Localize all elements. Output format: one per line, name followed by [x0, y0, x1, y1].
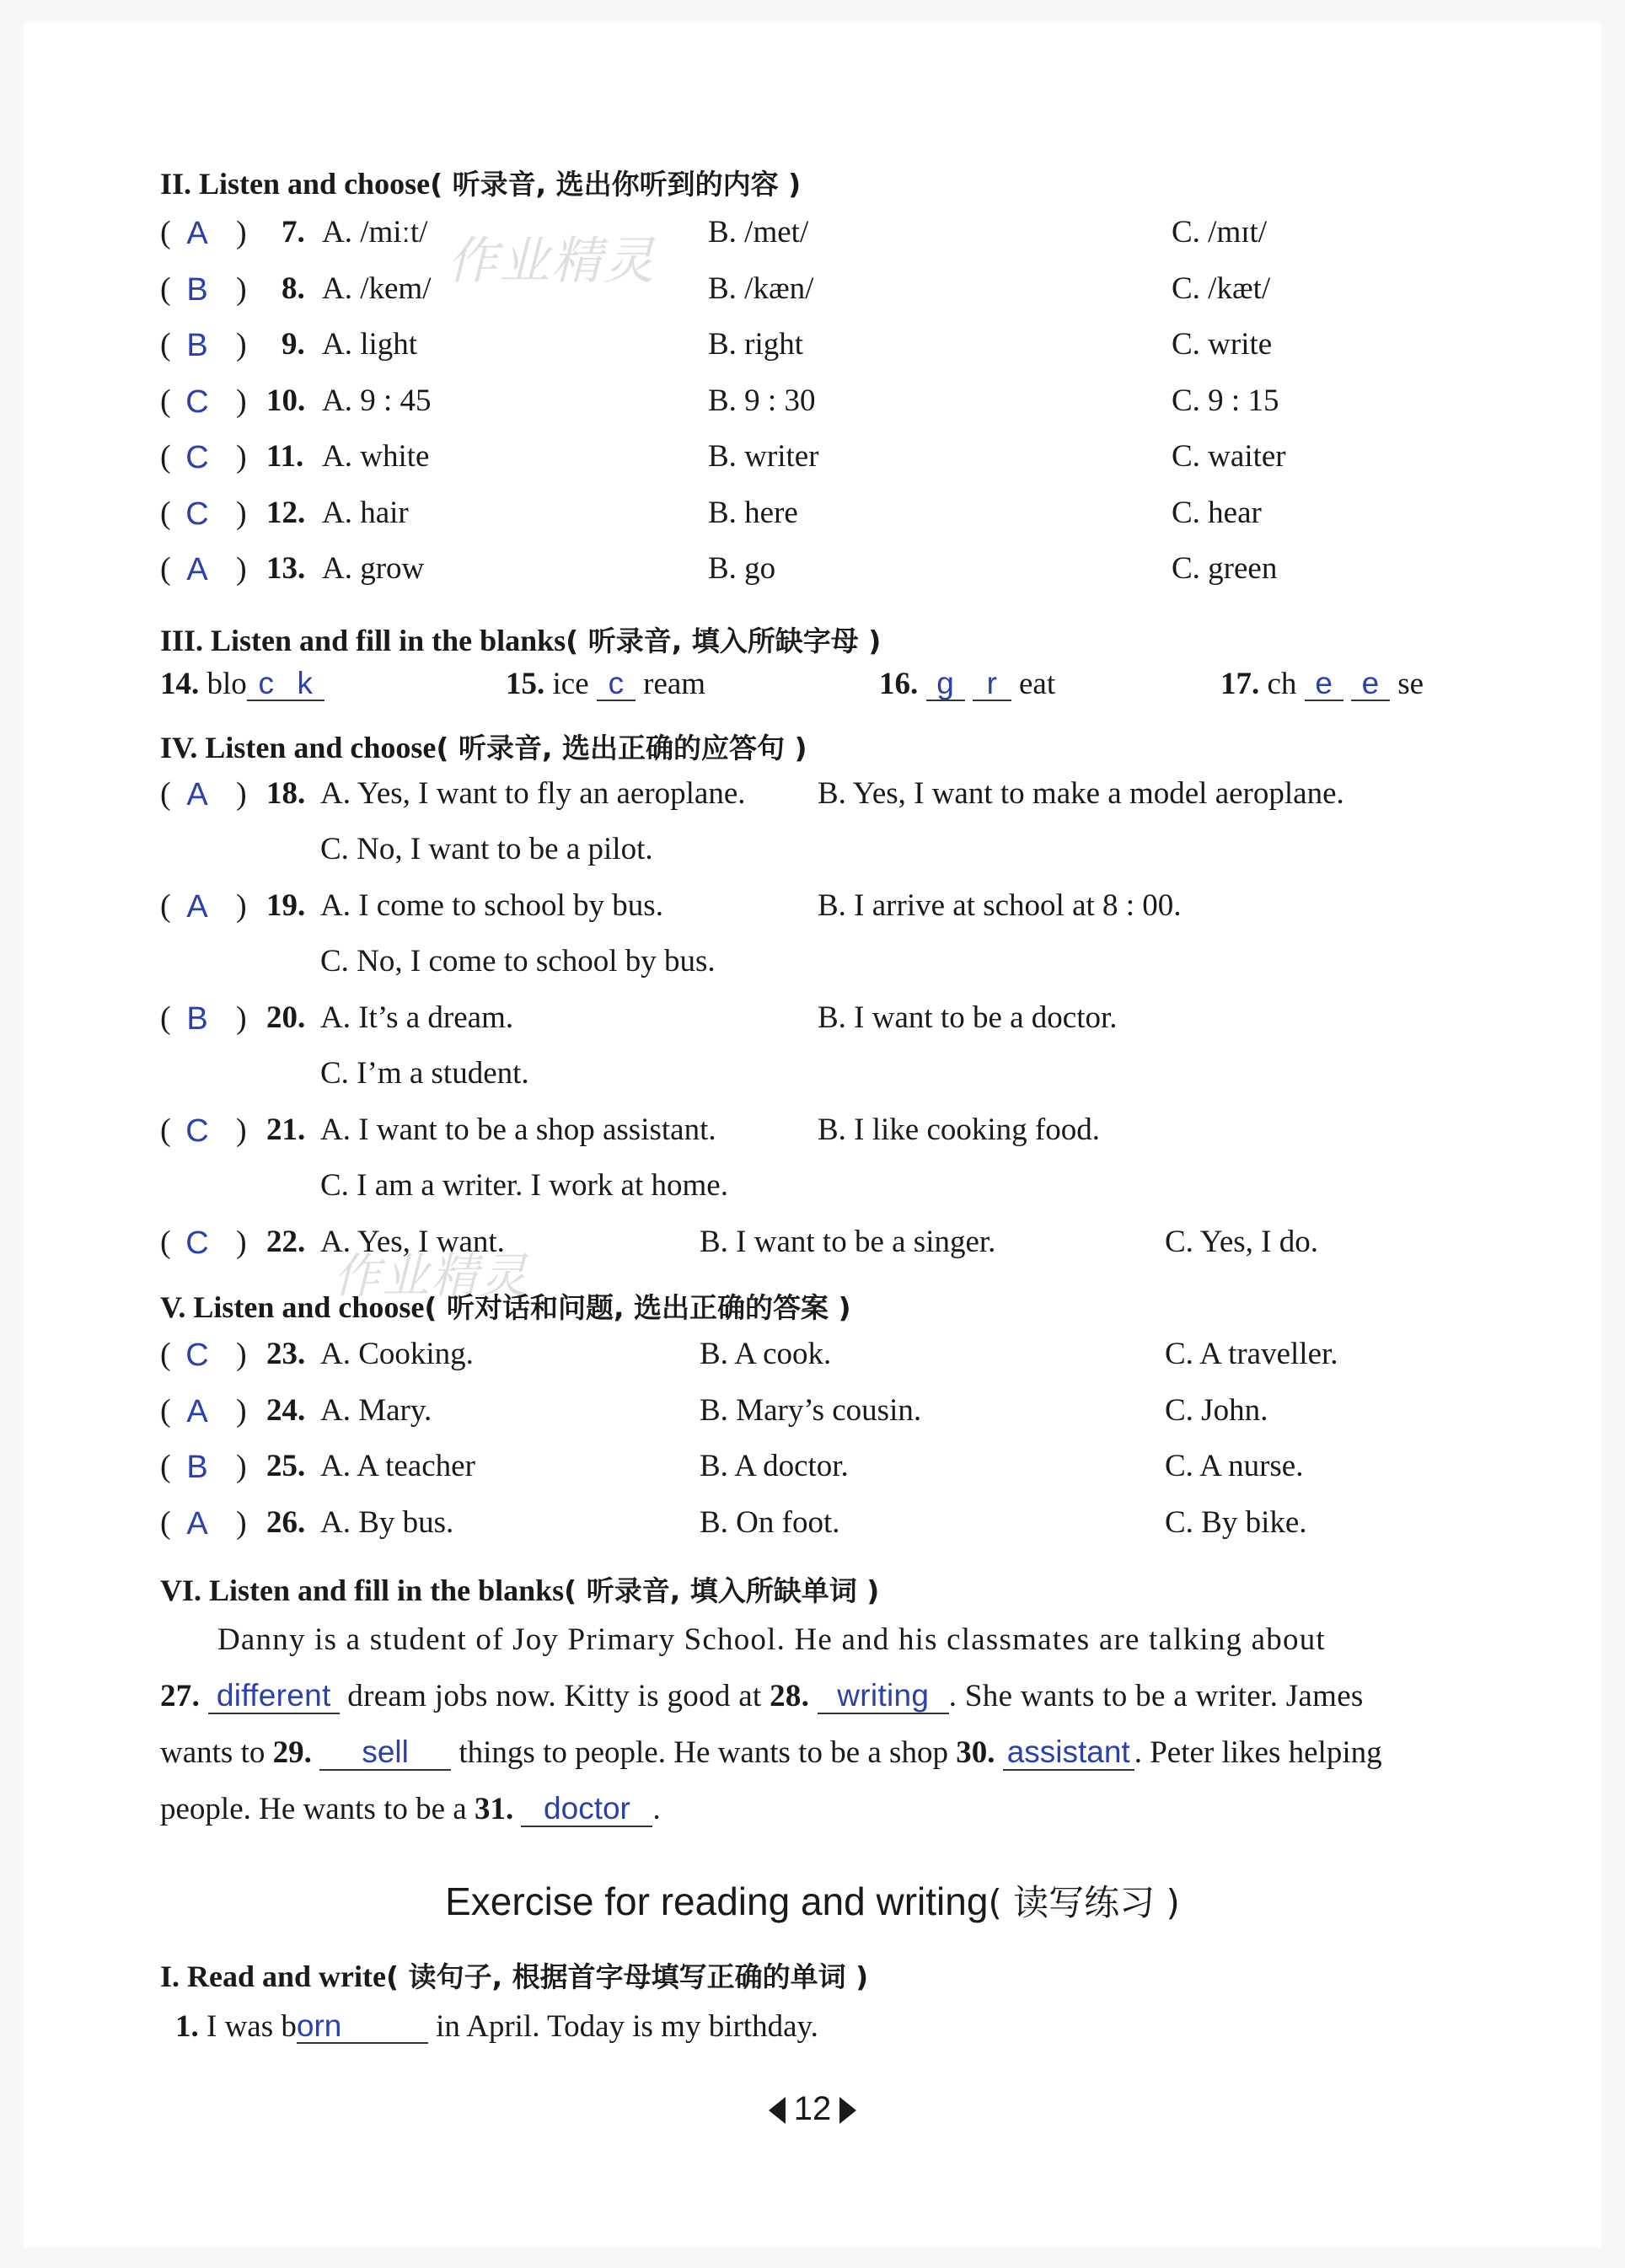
option-b: B. go	[708, 551, 776, 586]
open-paren: (	[160, 1000, 171, 1036]
open-paren: (	[160, 1337, 171, 1372]
passage-line-1: Danny is a student of Joy Primary School. He and his classmates are talking about	[217, 1622, 1326, 1657]
option-c: C. Yes, I do.	[1165, 1225, 1318, 1259]
option-b: B. I want to be a singer.	[700, 1225, 996, 1259]
option-c: C. I am a writer. I work at home.	[320, 1168, 728, 1203]
answer-blank[interactable]: k	[286, 668, 324, 701]
answer-blank-29[interactable]: sell	[319, 1735, 451, 1771]
answer-blank[interactable]: r	[973, 668, 1011, 701]
page-number: 12	[0, 2090, 1625, 2128]
option-a: A. 9 : 45	[322, 383, 432, 418]
option-c: C. 9 : 15	[1172, 383, 1279, 418]
option-a: A. hair	[322, 495, 409, 530]
next-page-icon[interactable]	[839, 2097, 856, 2124]
question-number: 26.	[266, 1504, 306, 1540]
question-number: 7.	[282, 215, 305, 249]
open-paren: (	[160, 1449, 171, 1484]
watermark: 作业精灵	[333, 1249, 528, 1304]
section-6-title: VI. Listen and fill in the blanks( 听录音, 填入所缺单词 )	[160, 1574, 880, 1607]
close-paren: )	[236, 1337, 247, 1372]
option-a: A. light	[322, 327, 418, 362]
prev-page-icon[interactable]	[769, 2097, 786, 2124]
answer-blank[interactable]: e	[1305, 668, 1343, 701]
option-c: C. I’m a student.	[320, 1056, 529, 1091]
close-paren: )	[236, 271, 247, 307]
answer-choice[interactable]: A	[186, 1505, 208, 1541]
option-b: B. /kæn/	[708, 271, 814, 306]
question-number: 22.	[266, 1225, 306, 1259]
question-number: 18.	[266, 776, 306, 811]
close-paren: )	[236, 1449, 247, 1484]
open-paren: (	[160, 383, 171, 419]
open-paren: (	[160, 1113, 171, 1148]
option-c: C. waiter	[1172, 439, 1286, 474]
option-b: B. 9 : 30	[708, 383, 816, 418]
option-c: C. green	[1172, 551, 1278, 586]
open-paren: (	[160, 439, 171, 475]
section-4-title: IV. Listen and choose( 听录音, 选出正确的应答句 )	[160, 731, 807, 764]
answer-blank-31[interactable]: doctor	[521, 1792, 652, 1827]
open-paren: (	[160, 1504, 171, 1541]
answer-choice[interactable]: C	[185, 1113, 209, 1149]
option-a: A. By bus.	[320, 1504, 454, 1540]
option-b: B. here	[708, 495, 798, 530]
option-a: A. Yes, I want.	[320, 1225, 505, 1259]
question-17: 17. ch e e se	[1220, 666, 1424, 701]
answer-choice[interactable]: A	[186, 216, 208, 251]
option-a: A. white	[322, 439, 430, 474]
question-number: 11.	[266, 439, 304, 474]
option-c: C. write	[1172, 327, 1273, 362]
section-5-title: V. Listen and choose( 听对话和问题, 选出正确的答案 )	[160, 1290, 851, 1324]
question-number: 24.	[266, 1392, 306, 1428]
answer-blank[interactable]: e	[1351, 668, 1390, 701]
option-c: C. John.	[1165, 1392, 1268, 1428]
close-paren: )	[236, 1504, 247, 1541]
option-a: A. It’s a dream.	[320, 1000, 514, 1035]
answer-choice[interactable]: C	[185, 496, 209, 532]
answer-choice[interactable]: A	[186, 889, 208, 925]
option-c: C. A nurse.	[1165, 1449, 1304, 1483]
close-paren: )	[236, 888, 247, 924]
answer-choice[interactable]: A	[186, 1393, 208, 1429]
answer-blank[interactable]: c	[597, 668, 636, 701]
close-paren: )	[236, 1225, 247, 1260]
option-c: C. A traveller.	[1165, 1337, 1338, 1371]
option-a: A. Yes, I want to fly an aeroplane.	[320, 776, 746, 811]
answer-blank-1[interactable]: orn	[297, 2010, 428, 2044]
answer-blank[interactable]: g	[926, 668, 965, 701]
question-number: 23.	[266, 1337, 306, 1371]
question-15: 15. ice c ream	[506, 666, 706, 701]
answer-choice[interactable]: C	[185, 440, 209, 475]
question-14: 14. blo c k	[160, 666, 324, 702]
option-c: C. hear	[1172, 495, 1262, 530]
section-3-title: III. Listen and fill in the blanks( 听录音, 填入所缺字母 )	[160, 624, 882, 657]
open-paren: (	[160, 1392, 171, 1429]
option-a: A. /miːt/	[322, 215, 428, 249]
answer-blank[interactable]: c	[247, 668, 286, 701]
passage	[160, 1611, 1497, 1837]
question-number: 13.	[266, 551, 306, 586]
close-paren: )	[236, 439, 247, 475]
answer-choice[interactable]: C	[185, 383, 209, 420]
option-b: B. A doctor.	[700, 1449, 849, 1483]
option-b: B. /met/	[708, 215, 809, 249]
question-16: 16. g r eat	[879, 666, 1056, 701]
option-a: A. grow	[322, 551, 425, 586]
open-paren: (	[160, 888, 171, 924]
question-number: 10.	[266, 383, 306, 418]
option-b: B. writer	[708, 439, 819, 474]
option-a: A. I come to school by bus.	[320, 888, 663, 923]
read-write-question-1: 1. I was born in April. Today is my birthday.	[175, 2008, 818, 2044]
passage-line-4: people. He wants to be a 31. doctor .	[160, 1791, 661, 1826]
open-paren: (	[160, 327, 171, 362]
question-number: 25.	[266, 1449, 306, 1483]
option-b: B. I want to be a doctor.	[818, 1000, 1118, 1035]
option-c: C. /mɪt/	[1172, 215, 1268, 249]
answer-choice[interactable]: C	[185, 1225, 209, 1261]
option-a: A. Cooking.	[320, 1337, 474, 1371]
answer-choice[interactable]: B	[186, 271, 208, 308]
close-paren: )	[236, 776, 247, 812]
option-a: A. A teacher	[320, 1449, 475, 1483]
passage-line-3: wants to 29. sell things to people. He wants to be a shop 30. assistant . Peter likes helping	[160, 1735, 1382, 1770]
close-paren: )	[236, 495, 247, 531]
option-c: C. No, I want to be a pilot.	[320, 832, 653, 866]
option-b: B. Yes, I want to make a model aeroplane.	[818, 776, 1344, 811]
section-2-title: II. Listen and choose( 听录音, 选出你听到的内容 )	[160, 167, 802, 201]
answer-choice[interactable]: B	[186, 328, 208, 363]
option-b: B. Mary’s cousin.	[700, 1392, 922, 1428]
watermark: 作业精灵	[447, 232, 656, 291]
close-paren: )	[236, 551, 247, 587]
open-paren: (	[160, 271, 171, 307]
passage-line-2: 27. different dream jobs now. Kitty is good at 28. writing . She wants to be a writer. James	[160, 1678, 1364, 1713]
open-paren: (	[160, 776, 171, 812]
close-paren: )	[236, 327, 247, 362]
section-1-title: I. Read and write( 读句子, 根据首字母填写正确的单词 )	[160, 1960, 869, 1993]
option-b: B. On foot.	[700, 1504, 840, 1540]
question-number: 12.	[266, 495, 306, 530]
exercise-title: Exercise for reading and writing( 读写练习 )	[445, 1879, 1180, 1923]
close-paren: )	[236, 215, 247, 250]
question-number: 19.	[266, 888, 306, 923]
option-a: A. /kem/	[322, 271, 432, 306]
question-number: 9.	[282, 327, 305, 362]
option-c: C. No, I come to school by bus.	[320, 944, 716, 979]
open-paren: (	[160, 495, 171, 531]
question-number: 21.	[266, 1113, 306, 1147]
open-paren: (	[160, 551, 171, 587]
answer-blank-30[interactable]: assistant	[1003, 1735, 1134, 1771]
answer-choice[interactable]: B	[186, 1450, 208, 1485]
answer-choice[interactable]: B	[186, 1001, 208, 1037]
option-a: A. Mary.	[320, 1392, 432, 1428]
answer-blank-27[interactable]: different	[208, 1679, 340, 1714]
option-b: B. I arrive at school at 8 : 00.	[818, 888, 1182, 923]
option-a: A. I want to be a shop assistant.	[320, 1113, 716, 1147]
answer-choice[interactable]: C	[185, 1338, 209, 1373]
option-c: C. /kæt/	[1172, 271, 1271, 306]
answer-choice[interactable]: A	[186, 777, 208, 812]
close-paren: )	[236, 1392, 247, 1429]
option-c: C. By bike.	[1165, 1504, 1307, 1540]
question-number: 8.	[282, 271, 305, 306]
close-paren: )	[236, 1113, 247, 1148]
answer-choice[interactable]: A	[186, 552, 208, 587]
option-b: B. right	[708, 327, 804, 362]
answer-blank-28[interactable]: writing	[818, 1679, 949, 1714]
open-paren: (	[160, 215, 171, 250]
option-b: B. A cook.	[700, 1337, 832, 1371]
option-b: B. I like cooking food.	[818, 1113, 1101, 1147]
open-paren: (	[160, 1225, 171, 1260]
close-paren: )	[236, 1000, 247, 1036]
question-number: 20.	[266, 1000, 306, 1035]
close-paren: )	[236, 383, 247, 419]
